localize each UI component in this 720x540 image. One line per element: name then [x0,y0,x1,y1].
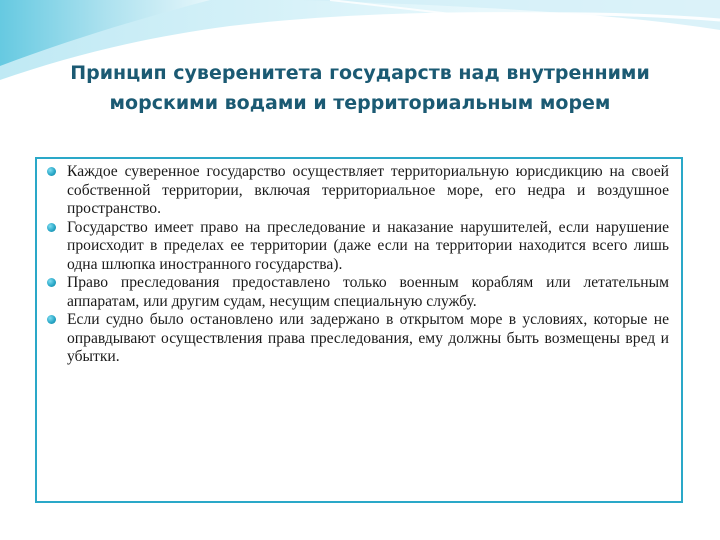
bullet-text: Если судно было остановлено или задержано в открытом море в условиях, которые не оправдывают осуществления права преследования, ему должны быть возмещены вред и убытки. [67,311,669,365]
bullet-item [67,274,669,311]
bullet-text: Государство имеет право на преследование и наказание нарушителей, если нарушение происходит в пределах ее территории (даже если на территории находится всего лишь одна шлюпка иностранного государства). [67,218,669,273]
bullet-text: Право преследования предоставлено только военным кораблям или летательным аппаратам, или другим судам, несущим специальную службу. [67,274,669,310]
slide-title: Принцип суверенитета государств над внутренними морскими водами и территориальным морем [70,62,650,114]
bullet-text: Каждое суверенное государство осуществляет территориальную юрисдикцию на своей собственной территории, включая территориальное море, его недра и воздушное пространство. [67,163,669,217]
content-box [35,157,683,503]
bullet-list [37,159,681,367]
bullet-item [67,163,669,219]
bullet-dot-icon [47,315,56,324]
bullet-item [67,219,669,275]
bullet-dot-icon [47,223,56,232]
bullet-item [67,311,669,367]
bullet-dot-icon [47,278,56,287]
bullet-dot-icon [47,167,56,176]
